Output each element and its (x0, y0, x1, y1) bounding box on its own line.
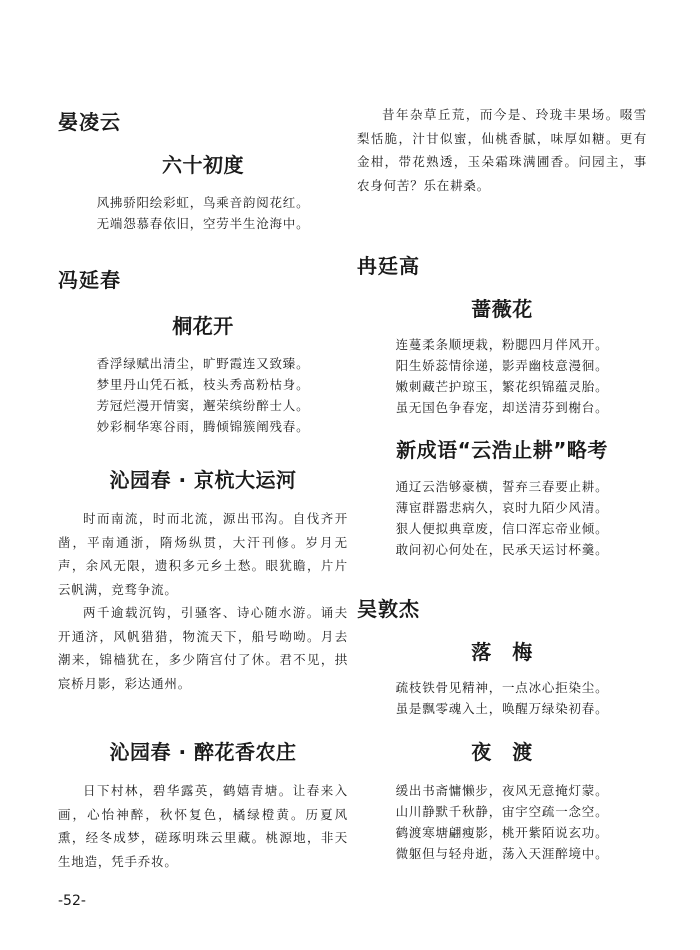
poem-line: 鹤渡寒塘翩瘦影，桃开紫陌说玄功。 (395, 825, 609, 840)
poem-line: 通辽云浩够豪横，誓弃三春要止耕。 (395, 479, 609, 494)
poem-line: 虽是飘零魂入土，唤醒万绿染初春。 (395, 701, 609, 716)
poem-line: 疏枝铁骨见精神，一点冰心拒染尘。 (395, 680, 609, 695)
poem-section-5 (357, 250, 647, 418)
poem-line: 山川静默千秋静，宙宇空疏一念空。 (395, 804, 609, 819)
poem-title: 落 梅 (471, 640, 533, 664)
poem-line: 无端怨慕春依旧，空劳半生沧海中。 (96, 216, 310, 231)
poem-line: 连蔓柔条顺埂栽，粉腮四月伴风开。 (395, 337, 609, 352)
poem-line: 敢问初心何处在，民承天运讨杯羹。 (395, 542, 609, 557)
poem-lines (58, 192, 348, 234)
poem-paragraph: 两千逾载沉钩，引骚客、诗心随水游。诵夫开通济，风帆猎猎，物流天下，船号呦呦。月去潮来，锦樯犹在，多少隋宫付了休。君不见，拱宸桥月影，彩达通州。 (58, 605, 348, 691)
poem-title: 新成语“云浩止耕”略考 (396, 438, 608, 462)
poem-section-6 (357, 434, 647, 560)
poem-title: 蔷薇花 (471, 297, 533, 321)
poem-body (58, 779, 348, 873)
poem-section-7 (357, 593, 647, 719)
poem-lines (357, 677, 647, 719)
poem-lines (357, 476, 647, 560)
poem-line: 缓出书斋慵懒步，夜风无意掩灯蒙。 (395, 783, 609, 798)
poem-line: 微躯但与轻舟逝，荡入天涯醉境中。 (395, 846, 609, 861)
poem-title: 六十初度 (162, 153, 244, 177)
author-name: 吴敦杰 (357, 597, 420, 621)
poem-line: 芳冠烂漫开情窦，邂荣缤纷醉士人。 (96, 398, 310, 413)
poem-line: 嫩刺藏芒护琼玉，繁花织锦蕴灵胎。 (395, 379, 609, 394)
poem-line: 梦里丹山凭石袛，枝头秀髙粉枯身。 (96, 377, 310, 392)
poem-section-1 (58, 106, 348, 234)
poem-line: 狠人便拟典章废，信口浑忘帝业倾。 (395, 521, 609, 536)
poem-section-2 (58, 264, 348, 437)
poem-lines (357, 334, 647, 418)
poem-body (58, 507, 348, 695)
poem-line: 阳生娇蕊情徐递，影弄幽枝意漫徊。 (395, 358, 609, 373)
page-number: -52- (58, 893, 86, 909)
author-name: 冯延春 (58, 268, 121, 292)
poem-title: 沁园春 · 京杭大运河 (109, 468, 297, 492)
poem-paragraph: 时而南流，时而北流，源出邗沟。自伐齐开凿，平南通浙，隋炀纵贯，大汗刊修。岁月无声，余风无限，遗积多元乡土愁。眼犹瞻，片片云帆满，竞骛争流。 (58, 511, 348, 597)
poem-body (357, 103, 647, 197)
poem-section-3 (58, 464, 348, 695)
poem-section-4 (58, 736, 348, 873)
poem-line: 虽无国色争春宠，却送清芬到榭台。 (395, 400, 609, 415)
poem-line: 香浮绿赋出清尘，旷野霞连又致臻。 (96, 356, 310, 371)
poem-line: 妙彩桐华寒谷雨，腾倾锦簇阐残春。 (96, 419, 310, 434)
poem-continuation (357, 103, 647, 197)
poem-section-8 (357, 736, 647, 864)
poem-lines (357, 780, 647, 864)
poem-title: 夜 渡 (471, 740, 533, 764)
poem-lines (58, 353, 348, 437)
poem-title: 桐花开 (172, 314, 234, 338)
author-name: 晏凌云 (58, 110, 121, 134)
poem-line: 薄宦群嚣悲病久，哀时九陌少风清。 (395, 500, 609, 515)
poem-paragraph: 日下村林，碧华露英，鹤嬉青塘。让春来入画，心怡神醉，秋怀复色，橘绿橙黄。历夏风熏，经冬成梦，磋琢明珠云里藏。桃源地，非天生地造，凭手乔妆。 (58, 783, 348, 869)
poem-paragraph: 昔年杂草丘荒，而今是、玲珑丰果场。啜雪梨恬脆，汁甘似蜜，仙桃香腻，味厚如糖。更有金柑，带花熟透，玉朵霜珠满圃香。问园主，事农身何苦？乐在耕桑。 (357, 107, 647, 193)
poem-title: 沁园春 · 醉花香农庄 (109, 740, 297, 764)
author-name: 冉廷高 (357, 254, 420, 278)
poem-line: 风拂骄阳绘彩虹，鸟乘音韵阅花红。 (96, 195, 310, 210)
